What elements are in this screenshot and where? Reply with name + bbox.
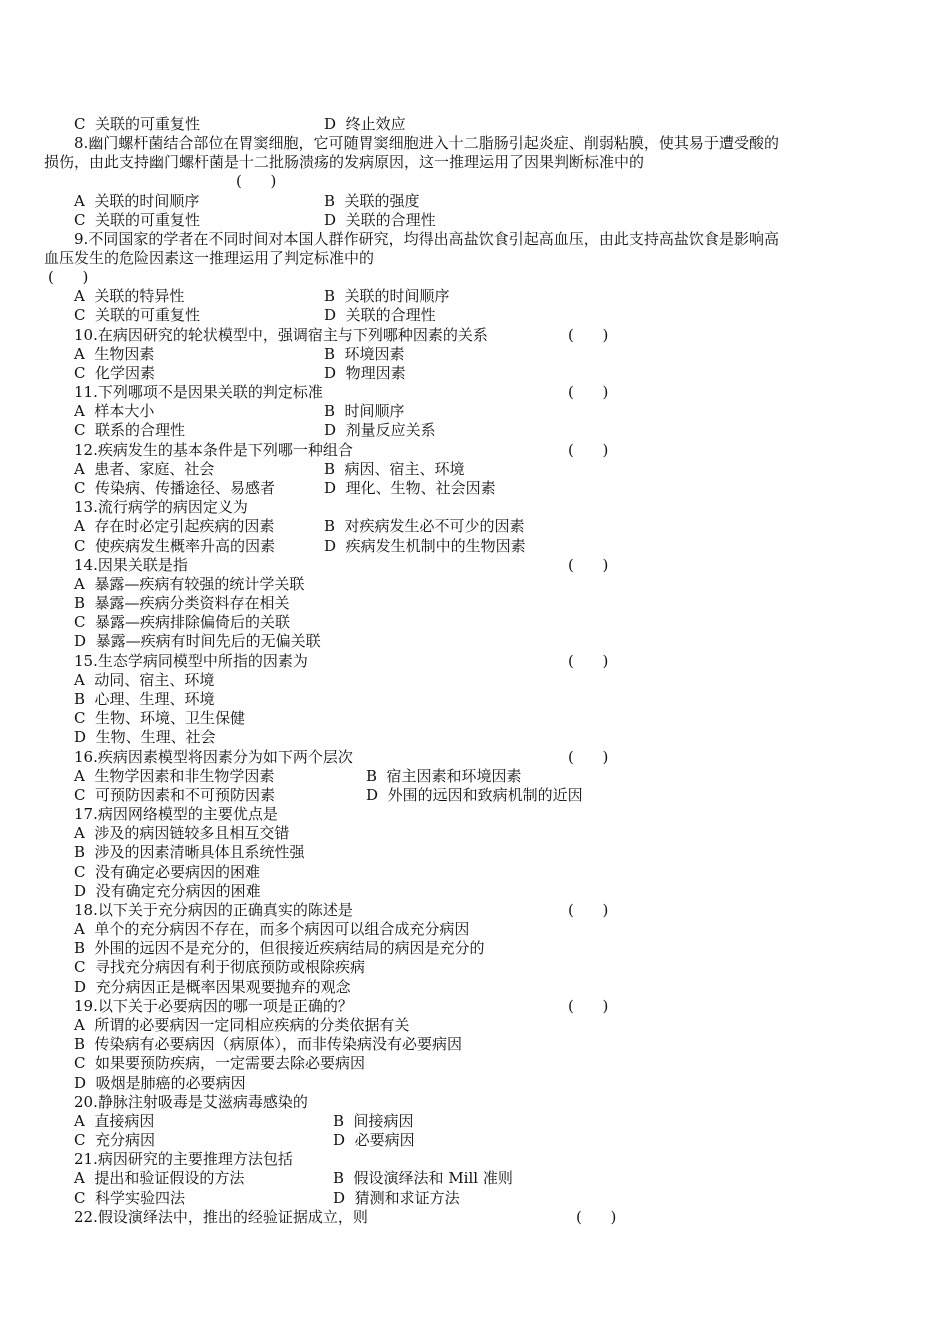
answer-option: C 可预防因素和不可预防因素: [74, 786, 276, 804]
answer-option: B 病因、宿主、环境: [324, 460, 465, 478]
answer-option: A 存在时必定引起疾病的因素: [74, 517, 275, 535]
answer-option: B 间接病因: [333, 1112, 414, 1130]
answer-blank: ( ): [568, 383, 609, 401]
answer-option: D 没有确定充分病因的困难: [74, 882, 261, 900]
answer-option: B 暴露—疾病分类资料存在相关: [74, 594, 290, 612]
answer-option: D 剂量反应关系: [324, 421, 436, 439]
answer-option: A 生物学因素和非生物学因素: [74, 767, 275, 785]
question-paragraph: 9.不同国家的学者在不同时间对本国人群作研究，均得出高盐饮食引起高血压，由此支持高盐饮食是影响高血压发生的危险因素这一推理运用了判定标准中的: [44, 230, 779, 267]
question-stem: 22.假设演绎法中，推出的经验证据成立，则: [74, 1208, 368, 1226]
answer-blank: ( ): [568, 652, 609, 670]
answer-blank: ( ): [568, 556, 609, 574]
answer-option: D 疾病发生机制中的生物因素: [324, 537, 526, 555]
answer-option: B 关联的强度: [324, 192, 420, 210]
answer-option: C 科学实验四法: [74, 1189, 186, 1207]
answer-option: B 宿主因素和环境因素: [366, 767, 522, 785]
question-stem: 16.疾病因素模型将因素分为如下两个层次: [74, 748, 353, 766]
answer-option: A 生物因素: [74, 345, 155, 363]
answer-option: C 关联的可重复性: [74, 211, 201, 229]
answer-option: C 化学因素: [74, 364, 156, 382]
answer-option: A 涉及的病因链较多且相互交错: [74, 824, 290, 842]
answer-option: B 涉及的因素清晰具体且系统性强: [74, 843, 305, 861]
answer-option: D 充分病因正是概率因果观要抛弃的观念: [74, 978, 351, 996]
answer-option: C 关联的可重复性: [74, 115, 201, 133]
answer-option: A 关联的时间顺序: [74, 192, 200, 210]
answer-option: B 心理、生理、环境: [74, 690, 215, 708]
question-stem: 11.下列哪项不是因果关联的判定标准: [74, 383, 323, 401]
answer-option: B 关联的时间顺序: [324, 287, 450, 305]
answer-blank: ( ): [568, 748, 609, 766]
answer-blank: ( ): [576, 1208, 617, 1226]
answer-option: C 使疾病发生概率升高的因素: [74, 537, 276, 555]
question-stem: 14.因果关联是指: [74, 556, 188, 574]
answer-option: D 必要病因: [333, 1131, 415, 1149]
answer-blank: ( ): [568, 326, 609, 344]
answer-option: C 关联的可重复性: [74, 306, 201, 324]
answer-option: D 外围的远因和致病机制的近因: [366, 786, 583, 804]
answer-option: D 理化、生物、社会因素: [324, 479, 496, 497]
answer-option: C 寻找充分病因有利于彻底预防或根除疾病: [74, 958, 366, 976]
answer-option: B 假设演绎法和 Mill 准则: [333, 1169, 513, 1187]
answer-option: D 猜测和求证方法: [333, 1189, 460, 1207]
answer-option: D 终止效应: [324, 115, 406, 133]
answer-blank: ( ): [568, 901, 609, 919]
question-stem: 12.疾病发生的基本条件是下列哪一种组合: [74, 441, 353, 459]
answer-option: A 动同、宿主、环境: [74, 671, 215, 689]
answer-option: C 生物、环境、卫生保健: [74, 709, 246, 727]
answer-blank: ( ): [568, 441, 609, 459]
question-stem: 21.病因研究的主要推理方法包括: [74, 1150, 293, 1168]
answer-option: C 没有确定必要病因的困难: [74, 863, 261, 881]
answer-option: A 暴露—疾病有较强的统计学关联: [74, 575, 305, 593]
answer-option: C 如果要预防疾病，一定需要去除必要病因: [74, 1054, 366, 1072]
answer-option: A 患者、家庭、社会: [74, 460, 215, 478]
answer-option: A 关联的特异性: [74, 287, 185, 305]
answer-option: A 提出和验证假设的方法: [74, 1169, 245, 1187]
answer-option: C 联系的合理性: [74, 421, 186, 439]
answer-blank: ( ): [48, 268, 89, 286]
answer-option: B 外围的远因不是充分的，但很接近疾病结局的病因是充分的: [74, 939, 485, 957]
answer-option: C 暴露—疾病排除偏倚后的关联: [74, 613, 291, 631]
question-stem: 19.以下关于必要病因的哪一项是正确的？: [74, 997, 353, 1015]
answer-option: B 环境因素: [324, 345, 405, 363]
answer-option: B 对疾病发生必不可少的因素: [324, 517, 525, 535]
question-paragraph: 8.幽门螺杆菌结合部位在胃窦细胞，它可随胃窦细胞进入十二脂肠引起炎症、削弱粘膜，使其易于遭受酸的损伤，由此支持幽门螺杆菌是十二批肠溃疡的发病原因，这一推理运用了因果判断标准中的: [44, 134, 779, 171]
answer-blank: ( ): [236, 172, 277, 190]
question-stem: 13.流行病学的病因定义为: [74, 498, 248, 516]
answer-option: C 传染病、传播途径、易感者: [74, 479, 276, 497]
question-stem: 18.以下关于充分病因的正确真实的陈述是: [74, 901, 353, 919]
question-stem: 15.生态学病同模型中所指的因素为: [74, 652, 308, 670]
question-stem: 10.在病因研究的轮状模型中，强调宿主与下列哪种因素的关系: [74, 326, 488, 344]
answer-option: A 直接病因: [74, 1112, 155, 1130]
answer-option: D 关联的合理性: [324, 211, 436, 229]
answer-option: A 样本大小: [74, 402, 155, 420]
answer-option: D 生物、生理、社会: [74, 728, 216, 746]
answer-option: D 吸烟是肺癌的必要病因: [74, 1074, 246, 1092]
answer-option: A 所谓的必要病因一定同相应疾病的分类依据有关: [74, 1016, 410, 1034]
answer-option: D 关联的合理性: [324, 306, 436, 324]
answer-option: C 充分病因: [74, 1131, 156, 1149]
answer-option: A 单个的充分病因不存在，而多个病因可以组合成充分病因: [74, 920, 470, 938]
answer-option: B 时间顺序: [324, 402, 405, 420]
answer-option: B 传染病有必要病因（病原体），而非传染病没有必要病因: [74, 1035, 463, 1053]
answer-blank: ( ): [568, 997, 609, 1015]
answer-option: D 物理因素: [324, 364, 406, 382]
question-stem: 20.静脉注射吸毒是艾滋病毒感染的: [74, 1093, 308, 1111]
question-stem: 17.病因网络模型的主要优点是: [74, 805, 278, 823]
answer-option: D 暴露—疾病有时间先后的无偏关联: [74, 632, 321, 650]
